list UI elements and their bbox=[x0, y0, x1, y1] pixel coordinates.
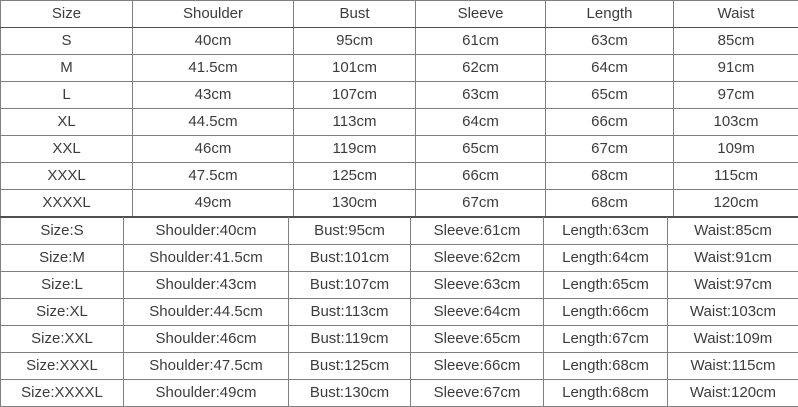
table-cell: Shoulder:40cm bbox=[124, 218, 289, 245]
table-row bbox=[1, 272, 798, 299]
table-cell: 125cm bbox=[294, 163, 416, 190]
table-cell: Bust:119cm bbox=[289, 326, 411, 353]
table-cell: M bbox=[1, 55, 133, 82]
table-cell: Waist:120cm bbox=[668, 380, 798, 407]
table-cell: Size:XL bbox=[1, 299, 124, 326]
table-cell: Waist:85cm bbox=[668, 218, 798, 245]
table-cell: Size:XXXXL bbox=[1, 380, 124, 407]
table-row bbox=[1, 82, 798, 109]
table-cell: 49cm bbox=[133, 190, 294, 217]
table-cell: 44.5cm bbox=[133, 109, 294, 136]
table-cell: Bust:101cm bbox=[289, 245, 411, 272]
table-cell: 67cm bbox=[546, 136, 674, 163]
table-row bbox=[1, 218, 798, 245]
table-cell: Size:XXL bbox=[1, 326, 124, 353]
table-cell: 62cm bbox=[416, 55, 546, 82]
labeled-table bbox=[0, 217, 798, 407]
table-row bbox=[1, 326, 798, 353]
table-cell: L bbox=[1, 82, 133, 109]
table-cell: 41.5cm bbox=[133, 55, 294, 82]
table-cell: Sleeve:67cm bbox=[411, 380, 544, 407]
table-cell: Length:64cm bbox=[544, 245, 668, 272]
table-row bbox=[1, 163, 798, 190]
table-cell: 68cm bbox=[546, 163, 674, 190]
column-header-shoulder: Shoulder bbox=[133, 1, 294, 28]
measurement-table-body bbox=[1, 28, 798, 217]
table-cell: Shoulder:43cm bbox=[124, 272, 289, 299]
table-cell: Waist:91cm bbox=[668, 245, 798, 272]
table-cell: 61cm bbox=[416, 28, 546, 55]
table-cell: 119cm bbox=[294, 136, 416, 163]
column-header-size: Size bbox=[1, 1, 133, 28]
table-row bbox=[1, 380, 798, 407]
table-cell: Shoulder:49cm bbox=[124, 380, 289, 407]
table-cell: Size:S bbox=[1, 218, 124, 245]
table-cell: Bust:113cm bbox=[289, 299, 411, 326]
table-cell: 85cm bbox=[674, 28, 798, 55]
table-row bbox=[1, 245, 798, 272]
table-cell: Sleeve:62cm bbox=[411, 245, 544, 272]
table-row bbox=[1, 190, 798, 217]
table-cell: Shoulder:46cm bbox=[124, 326, 289, 353]
header-row bbox=[1, 1, 798, 28]
table-cell: Shoulder:47.5cm bbox=[124, 353, 289, 380]
table-cell: 47.5cm bbox=[133, 163, 294, 190]
table-cell: Bust:130cm bbox=[289, 380, 411, 407]
table-cell: 103cm bbox=[674, 109, 798, 136]
table-cell: Length:68cm bbox=[544, 380, 668, 407]
table-cell: Shoulder:44.5cm bbox=[124, 299, 289, 326]
table-cell: 97cm bbox=[674, 82, 798, 109]
table-cell: 120cm bbox=[674, 190, 798, 217]
table-cell: 64cm bbox=[546, 55, 674, 82]
table-cell: Size:L bbox=[1, 272, 124, 299]
column-header-bust: Bust bbox=[294, 1, 416, 28]
table-cell: 109m bbox=[674, 136, 798, 163]
table-cell: Waist:103cm bbox=[668, 299, 798, 326]
table-cell: Length:68cm bbox=[544, 353, 668, 380]
table-cell: Size:M bbox=[1, 245, 124, 272]
table-cell: 66cm bbox=[416, 163, 546, 190]
table-cell: 67cm bbox=[416, 190, 546, 217]
table-cell: 68cm bbox=[546, 190, 674, 217]
table-cell: Sleeve:63cm bbox=[411, 272, 544, 299]
labeled-table-body bbox=[1, 218, 798, 407]
table-cell: Shoulder:41.5cm bbox=[124, 245, 289, 272]
table-cell: 46cm bbox=[133, 136, 294, 163]
table-cell: S bbox=[1, 28, 133, 55]
table-row bbox=[1, 109, 798, 136]
table-cell: Sleeve:66cm bbox=[411, 353, 544, 380]
table-cell: 66cm bbox=[546, 109, 674, 136]
table-cell: Sleeve:65cm bbox=[411, 326, 544, 353]
table-cell: Bust:95cm bbox=[289, 218, 411, 245]
table-cell: 64cm bbox=[416, 109, 546, 136]
table-row bbox=[1, 55, 798, 82]
table-cell: Length:63cm bbox=[544, 218, 668, 245]
table-cell: 63cm bbox=[546, 28, 674, 55]
table-row bbox=[1, 136, 798, 163]
table-cell: 115cm bbox=[674, 163, 798, 190]
table-cell: 101cm bbox=[294, 55, 416, 82]
table-cell: Bust:125cm bbox=[289, 353, 411, 380]
table-row bbox=[1, 299, 798, 326]
table-cell: 91cm bbox=[674, 55, 798, 82]
table-cell: 107cm bbox=[294, 82, 416, 109]
table-cell: 65cm bbox=[546, 82, 674, 109]
table-cell: Sleeve:64cm bbox=[411, 299, 544, 326]
column-header-sleeve: Sleeve bbox=[416, 1, 546, 28]
table-cell: 95cm bbox=[294, 28, 416, 55]
table-cell: Size:XXXL bbox=[1, 353, 124, 380]
table-cell: 40cm bbox=[133, 28, 294, 55]
table-cell: 63cm bbox=[416, 82, 546, 109]
table-cell: 113cm bbox=[294, 109, 416, 136]
table-cell: 43cm bbox=[133, 82, 294, 109]
table-cell: XXXL bbox=[1, 163, 133, 190]
table-cell: Length:67cm bbox=[544, 326, 668, 353]
table-cell: Waist:109m bbox=[668, 326, 798, 353]
table-cell: Waist:115cm bbox=[668, 353, 798, 380]
column-header-length: Length bbox=[546, 1, 674, 28]
table-cell: XXL bbox=[1, 136, 133, 163]
table-cell: XXXXL bbox=[1, 190, 133, 217]
table-cell: Length:65cm bbox=[544, 272, 668, 299]
table-cell: 130cm bbox=[294, 190, 416, 217]
table-row bbox=[1, 28, 798, 55]
column-header-waist: Waist bbox=[674, 1, 798, 28]
table-cell: 65cm bbox=[416, 136, 546, 163]
table-cell: Bust:107cm bbox=[289, 272, 411, 299]
table-cell: Length:66cm bbox=[544, 299, 668, 326]
table-row bbox=[1, 353, 798, 380]
table-cell: XL bbox=[1, 109, 133, 136]
table-cell: Waist:97cm bbox=[668, 272, 798, 299]
table-cell: Sleeve:61cm bbox=[411, 218, 544, 245]
